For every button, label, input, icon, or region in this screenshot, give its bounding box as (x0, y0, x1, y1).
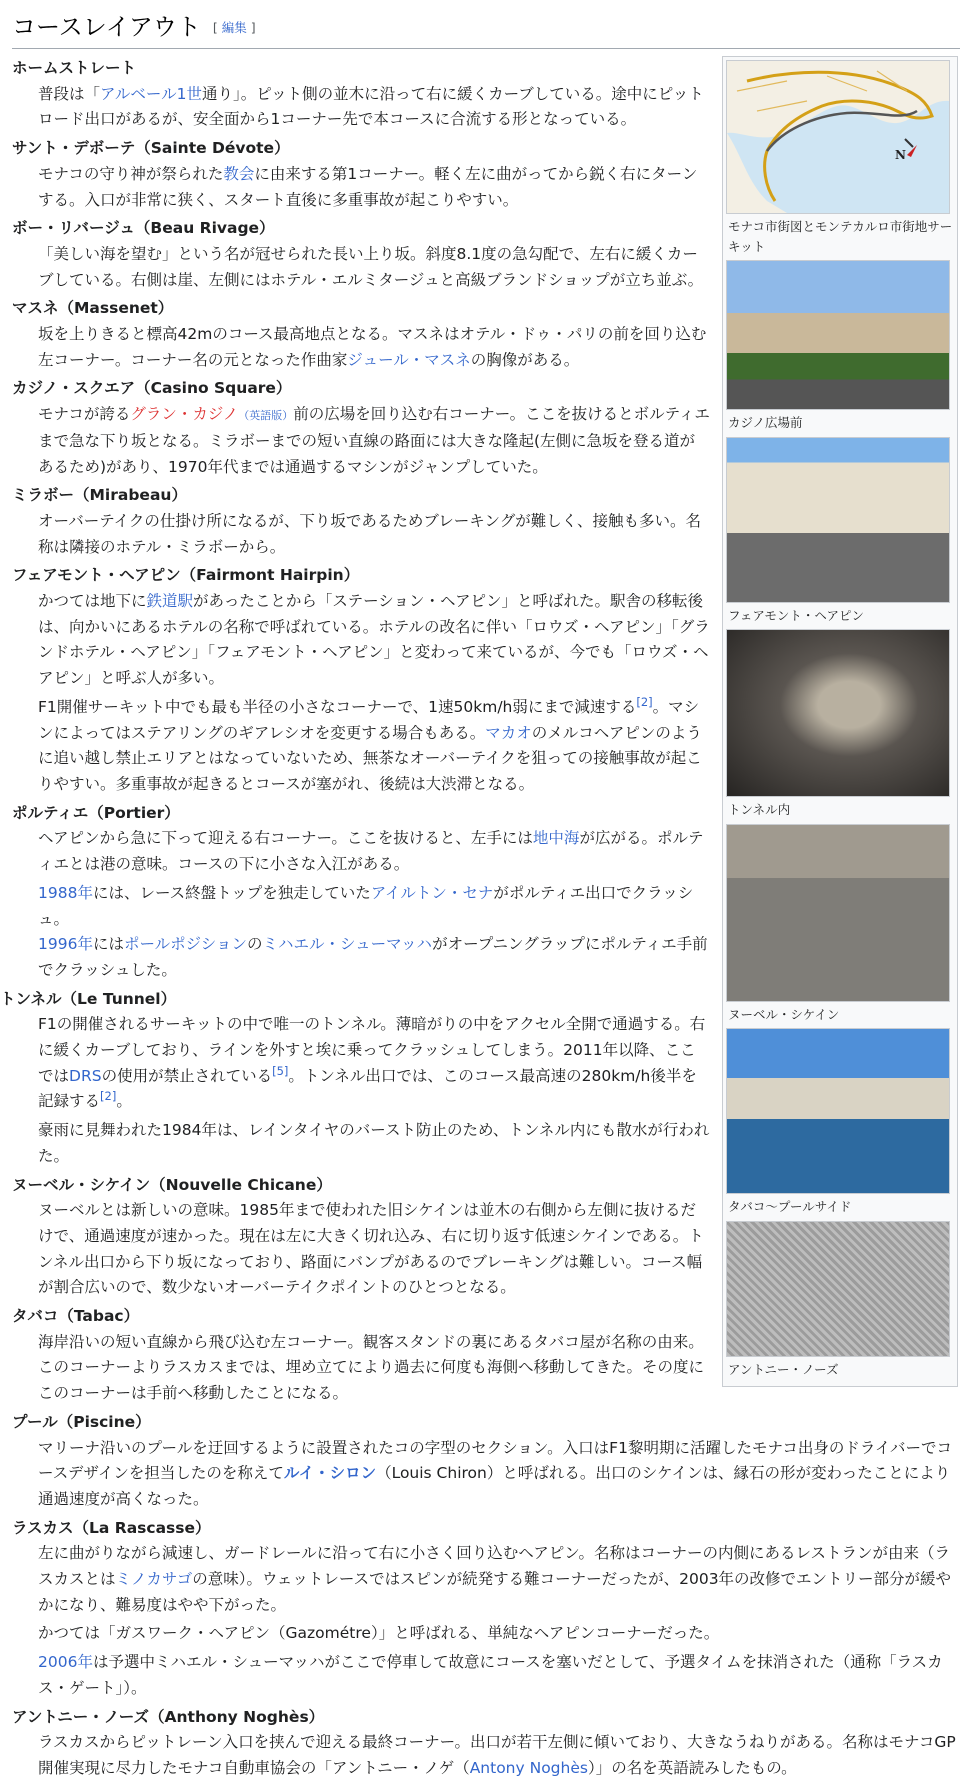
corner-description: モナコが誇るグラン・カジノ（英語版）前の広場を回り込む右コーナー。ここを抜けるとボルティエまで急な下り坂となる。ミラボーまでの短い直線の路面には大きな隆起(左側に急坂を登る道があるため)があり、1970年代までは通過するマシンがジャンプしていた。 (38, 405, 710, 476)
corner-description: モナコの守り神が祭られた教会に由来する第1コーナー。軽く左に曲がってから鋭く右にターンする。入口が非常に狭く、スタート直後に多重事故が起こりやすい。 (38, 164, 698, 209)
link-1988[interactable]: 1988年 (38, 883, 93, 902)
image-caption: タバコ～プールサイド (728, 1199, 852, 1214)
link-macau[interactable]: マカオ (485, 723, 532, 742)
link-1996[interactable]: 1996年 (38, 935, 93, 954)
corner-description: 左に曲がりながら減速し、ガードレールに沿って右に小さく回り込むヘアピン。名称はコーナーの内側にあるレストランが由来（ラスカスとはミノカサゴの意味）。ウェットレースではスピンが続発する難コーナーだったが、2003年の改修でエントリー部分が緩やかになり、難易度はやや下がった。 かつては「ガスワーク・ヘアピン（Gazométre）」と呼ばれる、単純なヘアピンコーナーだった。 2006年は予選中ミハエル・シューマッハがここで停車して故意にコースを塞いだとして、予選タイムを抹消された（通称「ラスカス・ゲート」）。 (38, 1544, 952, 1697)
corner-description: 「美しい海を望む」という名が冠せられた長い上り坂。斜度8.1度の急勾配で、左右に緩くカーブしている。右側は崖、左側にはホテル・エルミタージュと高級ブランドショップが立ち並ぶ。 (38, 244, 704, 289)
image-caption: ヌーベル・シケイン (728, 1006, 840, 1022)
link-massenet[interactable]: ジュール・マスネ (347, 350, 471, 369)
map-illustration (727, 61, 949, 213)
image-caption: カジノ広場前 (728, 415, 803, 430)
image-caption: モナコ市街図とモンテカルロ市街地サーキット (728, 219, 953, 254)
monaco-map-image[interactable] (726, 60, 950, 214)
corner-description: 海岸沿いの短い直線から飛び込む左コーナー。観客スタンドの裏にあるタバコ屋が名称の由来。このコーナーよりラスカスまでは、埋め立てにより過去に何度も海側へ移動してきた。その度にこのコーナーは手前へ移動したことになる。 (38, 1332, 705, 1403)
image-column (722, 56, 958, 1387)
image-caption: アントニー・ノーズ (728, 1361, 839, 1377)
citation-link[interactable]: [2] (636, 694, 653, 709)
link-mediterranean[interactable]: 地中海 (532, 829, 580, 848)
corner-description: F1の開催されるサーキットの中で唯一のトンネル。薄暗がりの中をアクセル全開で通過する。右に緩くカーブしており、ラインを外すと埃に乗ってクラッシュしてしまう。2011年以降、ここではDRSの使用が禁止されている[5]。トンネル出口では、このコース最高速の280km/h後半を記録する[2]。 豪雨に見舞われた1984年は、レインタイヤのバースト防止のため、トンネル内にも散水が行われた。 (38, 1015, 710, 1165)
citation-link[interactable]: [2] (100, 1089, 117, 1104)
corner-title: フェアモント・ヘアピン（Fairmont Hairpin） (12, 566, 360, 585)
corner-title: カジノ・スクエア（Casino Square） (12, 379, 292, 398)
link-antony-noghes[interactable]: Antony Noghès (469, 1759, 588, 1777)
edit-link[interactable]: 編集 (221, 20, 247, 35)
section-heading (12, 8, 960, 49)
corner-title: ミラボー（Mirabeau） (12, 486, 187, 505)
corner-description: 普段は「アルベール1世通り」。ピット側の並木に沿って右に緩くカーブしている。途中にピットロード出口があるが、安全面から1コーナー先で本コースに合流する形となっている。 (38, 84, 704, 129)
corner-description: ヌーベルとは新しいの意味。1985年まで使われた旧シケインは並木の右側から左側に抜けるだけで、通過速度が速かった。現在は左に大きく切れ込み、右に切り返す低速シケインである。トンネル出口から下り坂になっており、路面にバンプがあるのでブレーキングは難しい。コース幅が割合広いので、数少ないオーバーテイクポイントのひとつとなる。 (38, 1201, 704, 1297)
corner-title: プール（Piscine） (12, 1412, 151, 1431)
section-title: コースレイアウト (12, 13, 201, 41)
article-content (0, 56, 960, 1785)
corner-title: ヌーベル・シケイン（Nouvelle Chicane） (12, 1175, 332, 1194)
corner-title: タバコ（Tabac） (12, 1307, 140, 1326)
anthony-noghes-photo[interactable] (726, 1221, 950, 1357)
tabac-photo[interactable] (726, 1028, 950, 1194)
link-grand-casino[interactable]: グラン・カジノ (130, 405, 239, 424)
corner-description: マリーナ沿いのプールを迂回するように設置されたコの字型のセクション。入口はF1黎明期に活躍したモナコ出身のドライバーでコースデザインを担当したのを称えてルイ・シロン（Louis Chiron）と呼ばれる。出口のシケインは、縁石の形が変わったことにより通過速度が高くなった。 (38, 1438, 953, 1508)
casino-square-photo[interactable] (726, 260, 950, 410)
corner-description: ラスカスからピットレーン入口を挟んで迎える最終コーナー。出口が若干左側に傾いており、大きなうねりがある。名称はモナコGP開催実現に尽力したモナコ自動車協会の「アントニー・ノゲ（Antony Noghès）」の名を英語読みしたもの。 (38, 1733, 956, 1777)
link-drs[interactable]: DRS (69, 1066, 102, 1085)
corner-title: ポルティエ（Portier） (12, 803, 180, 822)
nouvelle-chicane-photo[interactable] (726, 824, 950, 1002)
link-pole-position[interactable]: ポールポジション (123, 935, 247, 954)
corner-title: ラスカス（La Rascasse） (12, 1518, 211, 1537)
link-scorpionfish[interactable]: ミノカサゴ (115, 1570, 193, 1589)
link-english-version[interactable]: （英語版） (238, 409, 294, 423)
citation-link[interactable]: [5] (272, 1063, 289, 1078)
map-north-letter: N (895, 148, 906, 162)
image-caption: フェアモント・ヘアピン (728, 607, 865, 623)
corner-description: 坂を上りきると標高42mのコース最高地点となる。マスネはオテル・ドゥ・パリの前を回り込む左コーナー。コーナー名の元となった作曲家ジュール・マスネの胸像がある。 (38, 325, 707, 369)
tunnel-photo[interactable] (726, 629, 950, 797)
link-senna[interactable]: アイルトン・セナ (370, 883, 494, 902)
link-schumacher[interactable]: ミハエル・シューマッハ (262, 935, 433, 954)
link-albert[interactable]: アルベール1世 (100, 84, 202, 103)
corner-title: ボー・リバージュ（Beau Rivage） (12, 219, 275, 238)
corner-description: ヘアピンから急に下って迎える右コーナー。ここを抜けると、左手には地中海が広がる。ポルティエとは港の意味。コースの下に小さな入江がある。 1988年には、レース終盤トップを独走していたアイルトン・セナがポルティエ出口でクラッシュ。 1996年にはポールポジションのミハエル・シューマッハがオープニングラップにポルティエ手前でクラッシュした。 (38, 829, 708, 979)
corner-description: かつては地下に鉄道駅があったことから「ステーション・ヘアピン」と呼ばれた。駅舎の移転後は、向かいにあるホテルの名称で呼ばれている。ホテルの改名に伴い「ロウズ・ヘアピン」「グランドホテル・ヘアピン」「フェアモント・ヘアピン」と変わって来ているが、今でも「ロウズ・ヘアピン」と呼ぶ人が多い。 F1開催サーキット中でも最も半径の小さなコーナーで、1速50km/h弱にまで減速する[2]。マシンによってはステアリングのギアレシオを変更する場合もある。マカオのメルコヘアピンのように追い越し禁止エリアとはなっていないため、無茶なオーバーテイクを狙っての接触事故が起こりやすい。多重事故が起きるとコースが塞がれ、後続は大渋滞となる。 (38, 592, 710, 793)
link-church[interactable]: 教会 (223, 164, 255, 183)
fairmont-hairpin-photo[interactable] (726, 437, 950, 603)
edit-section: [ 編集 ] (212, 20, 256, 35)
corner-title: アントニー・ノーズ（Anthony Noghès） (12, 1707, 325, 1726)
link-railway-station[interactable]: 鉄道駅 (146, 592, 194, 611)
corner-title: マスネ（Massenet） (12, 299, 174, 318)
corner-title: サント・デボーテ（Sainte Dévote） (12, 139, 290, 158)
image-caption: トンネル内 (728, 802, 791, 817)
corner-title: ホームストレート (12, 59, 137, 77)
corner-description: オーバーテイクの仕掛け所になるが、下り坂であるためブレーキングが難しく、接触も多い。名称は隣接のホテル・ミラボーから。 (38, 511, 701, 556)
link-2006[interactable]: 2006年 (38, 1653, 93, 1672)
corner-title: トンネル（Le Tunnel） (0, 989, 177, 1008)
link-louis-chiron[interactable]: ルイ・シロン (283, 1464, 377, 1483)
